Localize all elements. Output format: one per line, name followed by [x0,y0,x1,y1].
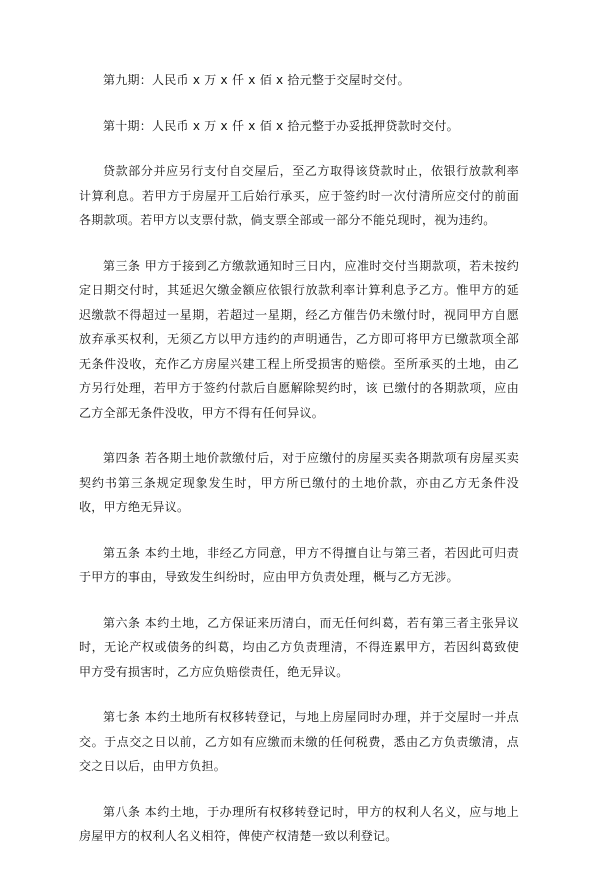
article-6-paragraph: 第六条 本约土地，乙方保证来历清白，而无任何纠葛，若有第三者主张异议时，无论产权或债务的纠葛，均由乙方负责理清，不得连累甲方，若因纠葛致使甲方受有损害时，乙方应负赔偿责任，绝无异议。 [79,615,519,679]
loan-interest-paragraph: 贷款部分并应另行支付自交屋后，至乙方取得该贷款时止，依银行放款利率计算利息。若甲方于房屋开工后始行承买，应于签约时一次付清所应交付的前面各期款项。若甲方以支票付款，倘支票全部或一部分不能兑现时，视为违约。 [79,164,519,227]
article-7-paragraph: 第七条 本约土地所有权移转登记，与地上房屋同时办理，并于交屋时一并点交。于点交之日以前，乙方如有应缴而未缴的任何税费，悉由乙方负责缴清，点交之日以后，由甲方负担。 [79,710,519,773]
article-5-paragraph: 第五条 本约土地，非经乙方同意，甲方不得擅自让与第三者，若因此可归责于甲方的事由，导致发生纠纷时，应由甲方负责处理，概与乙方无涉。 [79,545,519,584]
contract-body [79,68,519,870]
payment-clause-tenth-installment: 第十期：人民币 x 万 x 仟 x 佰 x 拾元整于办妥抵押贷款时交付。 [103,118,459,133]
payment-clause-ninth-installment: 第九期：人民币 x 万 x 仟 x 佰 x 拾元整于交屋时交付。 [103,73,410,87]
article-8-paragraph: 第八条 本约土地，于办理所有权移转登记时，甲方的权利人名义，应与地上房屋甲方的权利人名义相符，俾使产权清楚一致以利登记。 [79,804,519,843]
article-3-paragraph: 第三条 甲方于接到乙方缴款通知时三日内，应准时交付当期款项，若未按约定日期交付时，其延迟欠缴金额应依银行放款利率计算利息予乙方。惟甲方的延迟缴款不得超过一星期，若超过一星期，经乙方催告仍未缴付时，视同甲方自愿放弃承买权利，无须乙方以甲方违约的声明通告，乙方即可将甲方已缴款项全部无条件没收，充作乙方房屋兴建工程上所受损害的赔偿。至所承买的土地，由乙方另行处理，若甲方于签约付款后自愿解除契约时，该 已缴付的各期款项，应由乙方全部无条件没收，甲方不得有任何异议。 [79,258,519,420]
article-4-paragraph: 第四条 若各期土地价款缴付后，对于应缴付的房屋买卖各期款项有房屋买卖契约书第三条规定现象发生时，甲方所已缴付的土地价款，亦由乙方无条件没收，甲方绝无异议。 [79,451,519,514]
